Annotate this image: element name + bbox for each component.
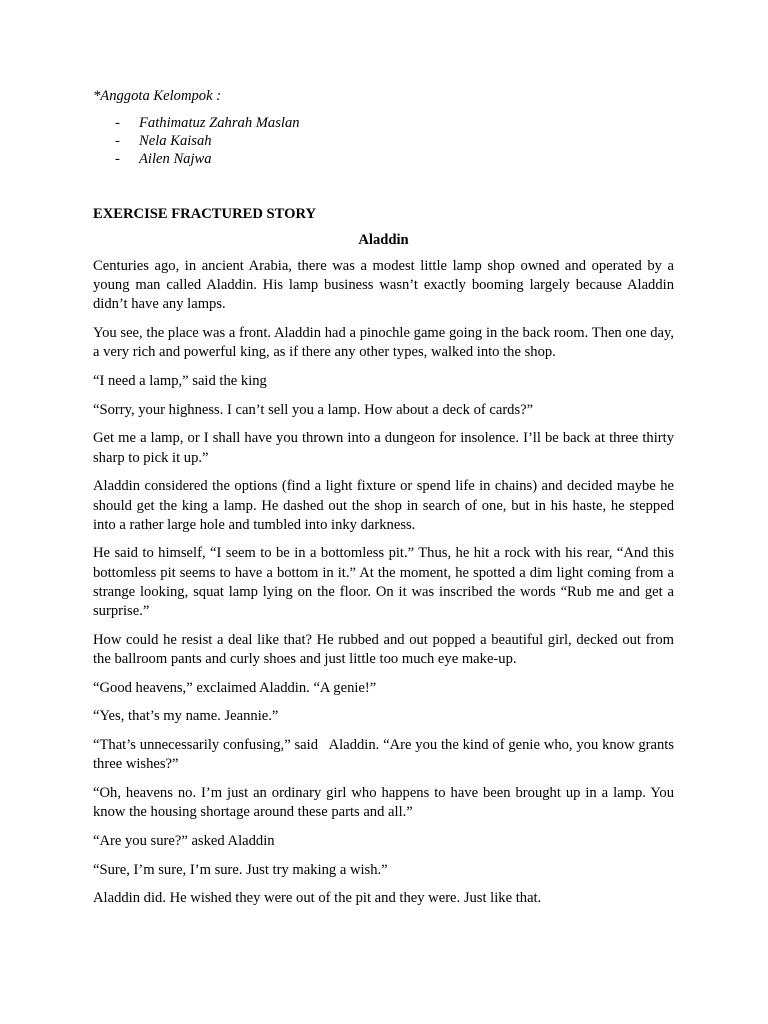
group-member-list	[93, 114, 674, 168]
group-heading: *Anggota Kelompok :	[93, 88, 222, 104]
story-paragraph: “That’s unnecessarily confusing,” said Aladdin. “Are you the kind of genie who, you know grants three wishes?”	[93, 737, 678, 773]
story-paragraph: “Sure, I’m sure, I’m sure. Just try making a wish.”	[93, 861, 388, 878]
list-dash: -	[115, 151, 120, 167]
group-member	[93, 150, 674, 168]
story-paragraph: You see, the place was a front. Aladdin had a pinochle game going in the back room. Then one day, a very rich and powerful king, as if there any other types, walked into the shop.	[93, 325, 674, 361]
story-paragraph: “Good heavens,” exclaimed Aladdin. “A genie!”	[93, 679, 377, 696]
story-paragraph: “I need a lamp,” said the king	[93, 373, 267, 390]
story-paragraph: “Are you sure?” asked Aladdin	[93, 832, 275, 849]
group-member-name: Ailen Najwa	[139, 151, 212, 167]
story-paragraph: “Oh, heavens no. I’m just an ordinary girl who happens to have been brought up in a lamp. You know the housing shortage around these parts and all.”	[93, 784, 674, 821]
exercise-title: EXERCISE FRACTURED STORY	[93, 206, 317, 222]
group-member	[93, 132, 674, 150]
story-paragraph: Get me a lamp, or I shall have you thrown into a dungeon for insolence. I’ll be back at three thirty sharp to pick it up.”	[93, 430, 674, 466]
story-paragraph: Aladdin did. He wished they were out of the pit and they were. Just like that.	[93, 890, 542, 907]
group-member	[93, 114, 674, 132]
story-paragraph: “Yes, that’s my name. Jeannie.”	[93, 708, 279, 725]
story-paragraph: Centuries ago, in ancient Arabia, there was a modest little lamp shop owned and operated by a young man called Aladdin. His lamp business wasn’t exactly booming largely because Aladdin didn’t have any lamps.	[93, 258, 674, 313]
document-page	[93, 86, 678, 918]
group-member-name: Nela Kaisah	[139, 133, 212, 149]
story-paragraph: Aladdin considered the options (find a light fixture or spend life in chains) and decided maybe he should get the king a lamp. He dashed out the shop in search of one, but in his haste, he stepped into a rather large hole and tumbled into inky darkness.	[93, 478, 674, 533]
list-dash: -	[115, 115, 120, 131]
story-paragraph: He said to himself, “I seem to be in a bottomless pit.” Thus, he hit a rock with his rear, “And this bottomless pit seems to have a bottom in it.” At the moment, he spotted a dim light coming from a strange looking, squat lamp lying on the floor. On it was inscribed the words “Rub me and get a surprise.”	[93, 545, 674, 620]
story-paragraph: How could he resist a deal like that? He rubbed and out popped a beautiful girl, decked out from the ballroom pants and curly shoes and just little too much eye make-up.	[93, 631, 674, 667]
story-paragraph: “Sorry, your highness. I can’t sell you a lamp. How about a deck of cards?”	[93, 401, 534, 418]
story-title: Aladdin	[358, 232, 409, 248]
group-member-name: Fathimatuz Zahrah Maslan	[139, 115, 300, 131]
list-dash: -	[115, 133, 120, 149]
